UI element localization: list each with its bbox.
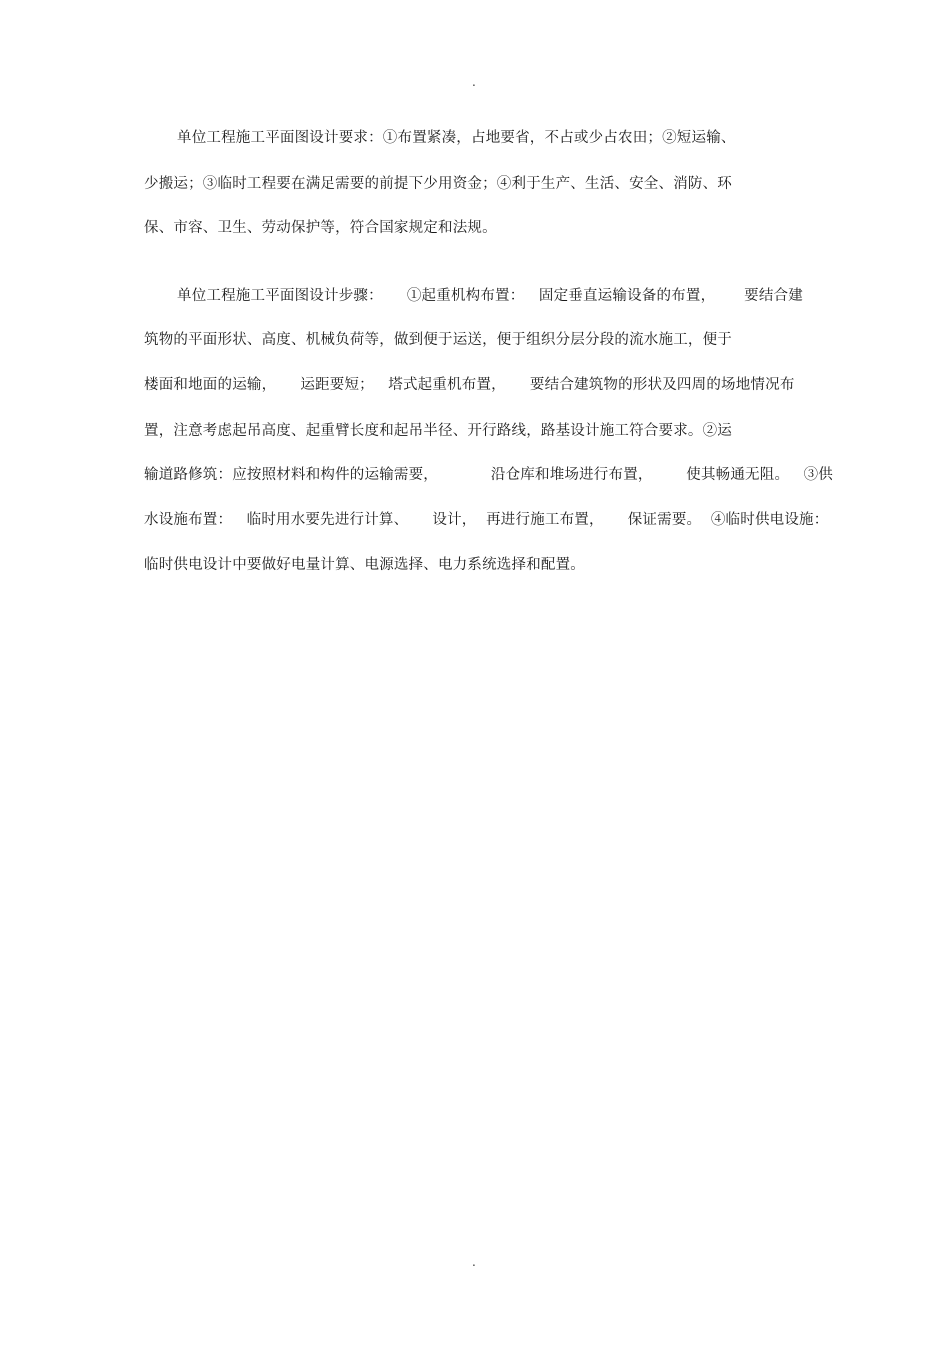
text-line: 楼面和地面的运输， 运距要短； 塔式起重机布置， 要结合建筑物的形状及四周的场地情况布 (144, 377, 795, 393)
text-line: 筑物的平面形状、高度、机械负荷等，做到便于运送，便于组织分层分段的流水施工，便于 (144, 332, 732, 348)
footer-dot: . (472, 1255, 476, 1269)
text-line: 少搬运；③临时工程要在满足需要的前提下少用资金；④利于生产、生活、安全、消防、环 (144, 176, 732, 192)
header-dot: . (472, 75, 476, 89)
text-line: 单位工程施工平面图设计步骤： ①起重机构布置： 固定垂直运输设备的布置， 要结合建 (177, 288, 803, 304)
text-line: 置，注意考虑起吊高度、起重臂长度和起吊半径、开行路线，路基设计施工符合要求。②运 (144, 423, 732, 439)
text-line: 水设施布置： 临时用水要先进行计算、 设计， 再进行施工布置， 保证需要。 ④临时供电设施： (144, 512, 829, 528)
text-line: 临时供电设计中要做好电量计算、电源选择、电力系统选择和配置。 (144, 557, 585, 573)
text-line: 输道路修筑：应按照材料和构件的运输需要， 沿仓库和堆场进行布置， 使其畅通无阻。 ③供 (144, 467, 833, 483)
text-line: 单位工程施工平面图设计要求：①布置紧凑，占地要省，不占或少占农田；②短运输、 (177, 130, 736, 146)
text-line: 保、市容、卫生、劳动保护等，符合国家规定和法规。 (144, 220, 497, 236)
